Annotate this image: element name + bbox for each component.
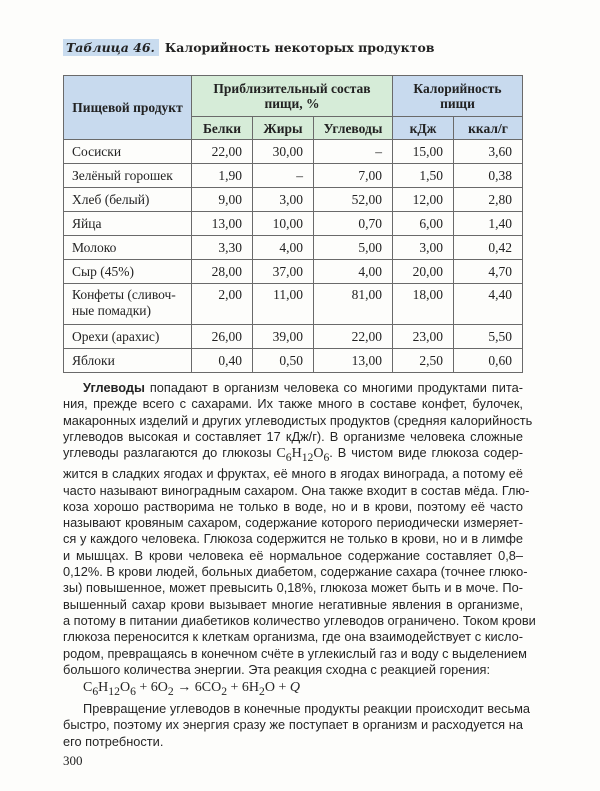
value-cell: 0,40 [192,349,253,373]
value-cell: 7,00 [314,164,393,188]
f: O [119,680,131,696]
value-cell: 81,00 [314,284,393,325]
f: C [83,680,93,696]
text-line: и мышцах. В крови человека её нормальное содержание составляет 0,8– [63,547,523,563]
value-cell: 13,00 [314,349,393,373]
text-line: 0,12%. В крови людей, больных диабетом, содержание сахара (точнее глюко- [63,564,528,580]
text-line: вышенный сахар крови вызывает многие негативные явления в организме, [63,596,523,612]
f: 6 [130,684,136,698]
product-name-cell: Сосиски [64,140,192,164]
table-row [64,140,523,164]
value-cell: 1,40 [454,212,523,236]
value-cell: 2,00 [192,284,253,325]
text-line: называют кровяным сахаром, содержание которого периодически измеряет- [63,515,523,531]
table-row [64,284,523,325]
text-line: ния, прежде всего с сахарами. Их также много в составе конфет, булочек, [63,396,523,412]
value-cell: 15,00 [393,140,454,164]
value-cell: 13,00 [192,212,253,236]
value-cell: 39,00 [253,325,314,349]
text-line: глюкоза переносится к клеткам организма, где она взаимодействует с кисло- [63,629,523,645]
text-line [63,445,523,466]
value-cell: – [314,140,393,164]
value-cell: 6,00 [393,212,454,236]
value-cell: 3,60 [454,140,523,164]
table-row [64,260,523,284]
text-line: жится в сладких ягодах и фруктах, её много в ягодах винограда, а потому её [63,466,523,482]
value-cell: 2,50 [393,349,454,373]
value-cell: 11,00 [253,284,314,325]
text-line: коза хорошо растворима не только в воде, но и в крови, поэтому её часто [63,498,523,514]
f: 6 [92,684,99,698]
value-cell: 0,70 [314,212,393,236]
f: 2 [167,684,174,698]
table-number: Таблица 46. [63,39,159,56]
value-cell: 23,00 [393,325,454,349]
value-cell: 18,00 [393,284,454,325]
value-cell: 4,70 [454,260,523,284]
header-calories: Калорийность пищи [393,76,523,117]
value-cell: 0,60 [454,349,523,373]
f: O + [264,680,290,696]
f: 2 [221,684,228,698]
product-name-cell: Яблоки [64,349,192,373]
text-line: быстро, поэтому их энергия сразу же поступает в организм и расходуется на [63,717,523,733]
table-title: Калорийность некоторых продуктов [164,40,435,55]
f: → 6CO [173,680,222,696]
text-line: углеводов высокая и составляет 17 кДж/г). В организме человека сложные [63,428,523,444]
f: H [291,446,302,462]
text-line: макаронных изделий и других углеводистых продуктов (средняя калорийность [63,412,533,428]
value-cell: 4,00 [314,260,393,284]
value-cell: 22,00 [192,140,253,164]
product-name-cell: Сыр (45%) [64,260,192,284]
term-carbohydrates: Углеводы [83,380,145,395]
value-cell: 20,00 [393,260,454,284]
text-fragment: углеводы разлагаются до глюкозы [63,445,277,461]
product-name-cell: Орехи (арахис) [64,325,192,349]
value-cell: 30,00 [253,140,314,164]
text-line: ся у каждого человека. Глюкоза содержится не только в крови, но и в лимфе [63,531,523,547]
value-cell: 4,00 [253,236,314,260]
f: 2 [259,684,265,698]
product-name-cell: Хлеб (белый) [64,188,192,212]
table-caption [63,40,434,55]
value-cell: 37,00 [253,260,314,284]
page-number: 300 [63,753,83,768]
header-fats: Жиры [253,117,314,140]
value-cell: 12,00 [393,188,454,212]
value-cell: 2,80 [454,188,523,212]
header-composition: Приблизительный состав пищи, % [192,76,393,117]
value-cell: 0,50 [253,349,314,373]
calorie-table [63,75,523,373]
product-name-cell: Яйца [64,212,192,236]
table-row [64,236,523,260]
value-cell: 26,00 [192,325,253,349]
text-line: родом, превращаясь в конечном счёте в углекислый газ и воду с выделением [63,645,527,661]
text-line: большого количества энергии. Эта реакция сходна с реакцией горения: [63,661,491,677]
glucose-formula [276,446,330,464]
table-row [64,325,523,349]
text-line: часто называют виноградным сахаром. Она также входит в состав мёда. Глю- [63,482,530,498]
text-line: а потому в питании диабетиков количество углеводов ограничено. Током крови [63,612,536,628]
f: O [313,446,324,462]
table-row [64,349,523,373]
f: Q [289,680,301,696]
value-cell: 0,42 [454,236,523,260]
header-kj: кДж [393,117,454,140]
value-cell: 3,00 [253,188,314,212]
value-cell: 3,30 [192,236,253,260]
value-cell: 9,00 [192,188,253,212]
text-fragment: . В чистом виде глюкоза содер- [329,445,523,461]
reaction-equation [63,678,523,701]
body-text [63,380,536,750]
value-cell: 0,38 [454,164,523,188]
value-cell: 5,00 [314,236,393,260]
value-cell: 1,90 [192,164,253,188]
header-product: Пищевой продукт [64,76,192,140]
value-cell: 28,00 [192,260,253,284]
value-cell: 52,00 [314,188,393,212]
f: 12 [108,684,120,698]
f: 6 [323,450,330,464]
table-row [64,212,523,236]
value-cell: 1,50 [393,164,454,188]
value-cell: 4,40 [454,284,523,325]
value-cell: 22,00 [314,325,393,349]
f: C [276,446,286,462]
f: + 6O [135,680,168,696]
text-line: Превращение углеводов в конечные продукты реакции происходит весьма [83,700,531,716]
text-line: его потребности. [63,733,164,749]
text-fragment: попадают в организм человека со многими продуктами пита- [144,380,523,395]
text-line [63,380,523,396]
product-name-cell: Конфеты (сливоч-ные помадки) [64,284,192,325]
f: H [98,680,109,696]
value-cell: – [253,164,314,188]
product-name-cell: Молоко [64,236,192,260]
header-carbs: Углеводы [314,117,393,140]
f: 12 [301,450,314,464]
f: + 6H [227,680,260,696]
value-cell: 3,00 [393,236,454,260]
header-kcal: ккал/г [454,117,523,140]
product-name-cell: Зелёный горошек [64,164,192,188]
table-row [64,188,523,212]
f: 6 [285,450,292,464]
text-line: зы) повышенное, может превысить 0,18%, глюкоза может быть и в моче. По- [63,580,523,596]
value-cell: 10,00 [253,212,314,236]
value-cell: 5,50 [454,325,523,349]
table-row [64,164,523,188]
header-proteins: Белки [192,117,253,140]
